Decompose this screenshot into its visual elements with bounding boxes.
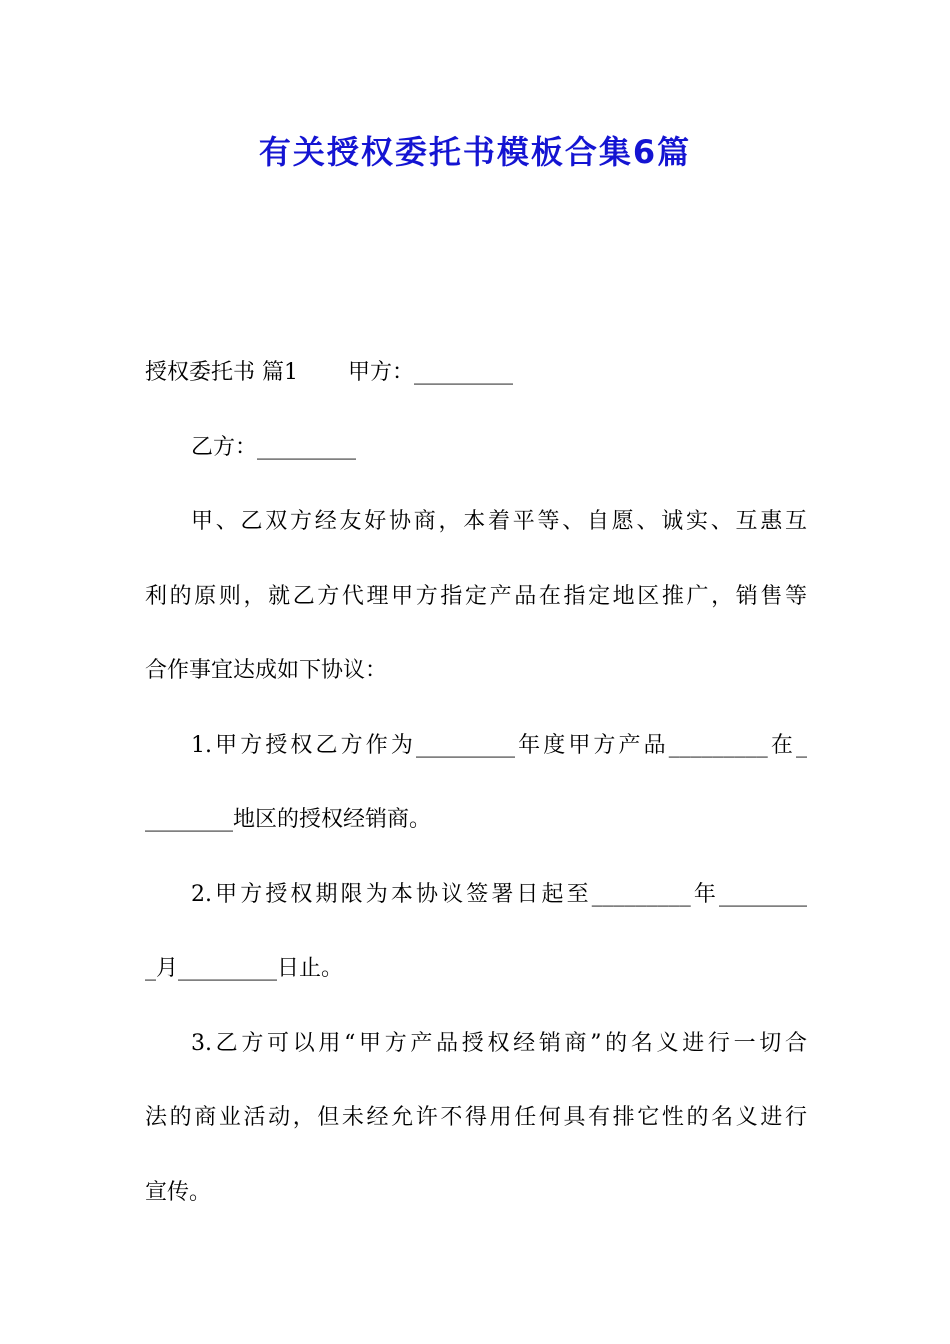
document-body [145, 336, 807, 1230]
clause-2-line: _月_________日止。 [145, 956, 344, 981]
clause-1-line: 1.甲方授权乙方作为_________年度甲方产品_________在_ [191, 732, 807, 758]
section-heading: 授权委托书 篇1 [145, 360, 298, 385]
clause-3-line: 宣传。 [145, 1179, 212, 1205]
document-title: 有关授权委托书模板合集6篇 [258, 133, 692, 171]
clause-3-line: 3.乙方可以用“甲方产品授权经销商”的名义进行一切合 [191, 1030, 807, 1056]
paragraph-line: 利的原则，就乙方代理甲方指定产品在指定地区推广，销售等 [145, 583, 807, 609]
party-b-field: 乙方：_________ [191, 434, 357, 460]
paragraph-heading-line [145, 336, 807, 411]
paragraph-line: 合作事宜达成如下协议： [145, 658, 388, 683]
paragraph-line: 甲、乙双方经友好协商，本着平等、自愿、诚实、互惠互 [191, 509, 807, 534]
party-a-field: 甲方：_________ [348, 360, 514, 385]
clause-1-line: ________地区的授权经销商。 [145, 807, 432, 832]
clause-2-line: 2.甲方授权期限为本协议签署日起至_________年________ [191, 881, 807, 907]
clause-3-line: 法的商业活动，但未经允许不得用任何具有排它性的名义进行 [145, 1105, 807, 1130]
